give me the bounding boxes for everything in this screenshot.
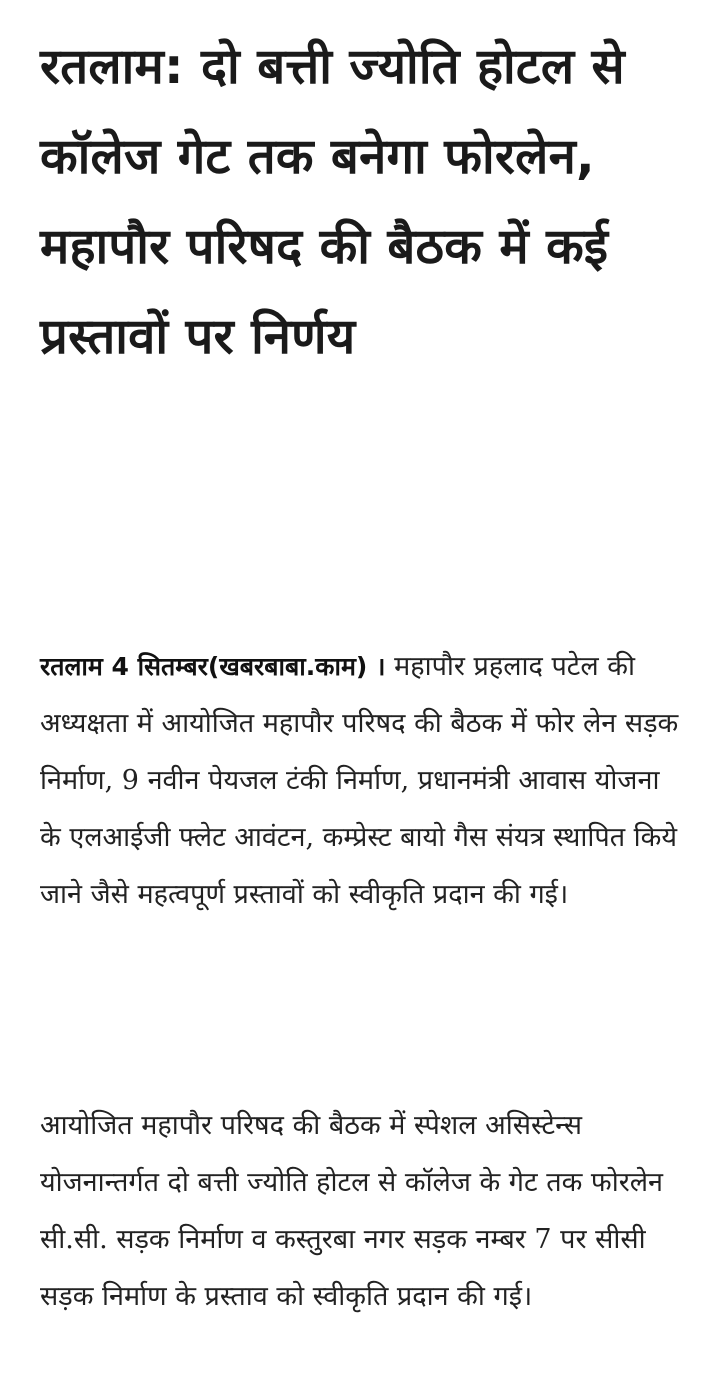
- article-dateline: रतलाम 4 सितम्बर(खबरबाबा.काम) ।: [40, 652, 386, 681]
- article-headline: रतलाम: दो बत्ती ज्योति होटल से कॉलेज गेट तक बनेगा फोरलेन, महापौर परिषद की बैठक में कई प्रस्तावों पर निर्णय: [40, 38, 625, 365]
- article-paragraph-2: आयोजित महापौर परिषद की बैठक में स्पेशल असिस्टेन्स योजनान्तर्गत दो बत्ती ज्योति होटल से कॉलेज के गेट तक फोरलेन सी.सी. सड़क निर्माण व कस्तुरबा नगर सड़क नम्बर 7 पर सीसी सड़क निर्माण के प्रस्ताव को स्वीकृति प्रदान की गई।: [40, 1110, 664, 1312]
- paragraph-1-text: महापौर प्रहलाद पटेल की अध्यक्षता में आयोजित महापौर परिषद की बैठक में फोर लेन सड़क निर्माण, 9 नवीन पेयजल टंकी निर्माण, प्रधानमंत्री आवास योजना के एलआईजी फ्लेट आवंटन, कम्प्रेस्ट बायो गैस संयत्र स्थापित किये जाने जैसे महत्वपूर्ण प्रस्तावों को स्वीकृति प्रदान की गई।: [40, 651, 679, 910]
- article-paragraph-1: [40, 638, 680, 923]
